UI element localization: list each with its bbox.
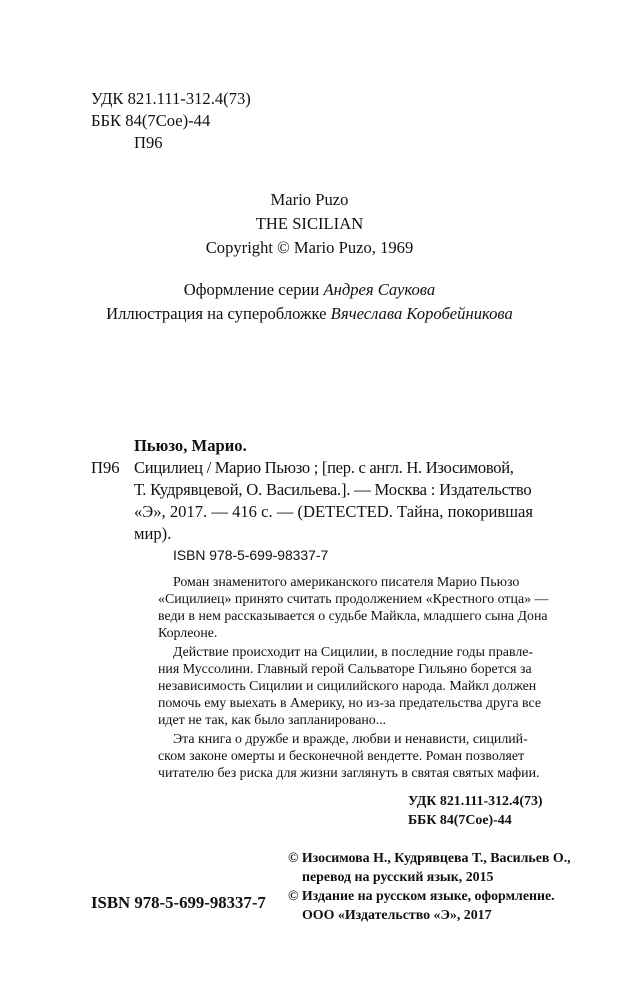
annotation-line: ния Муссолини. Главный герой Сальваторе Гильяно борется за xyxy=(158,662,532,677)
copyright-line: ООО «Издательство «Э», 2017 xyxy=(302,908,492,923)
udk-code: УДК 821.111-312.4(73) xyxy=(91,89,251,108)
catalog-line: Т. Кудрявцевой, О. Васильева.]. — Москва : Издательство xyxy=(134,480,532,499)
series-design-credit xyxy=(0,280,619,300)
annotation-line: ском законе омерты и бесконечной вендетте. Роман позволяет xyxy=(158,749,525,764)
annotation-line: Роман знаменитого американского писателя Марио Пьюзо xyxy=(173,575,520,590)
annotation-line: идет не так, как было запланировано... xyxy=(158,713,387,728)
cover-illustration-credit xyxy=(0,304,619,324)
cover-illustration-label: Иллюстрация на суперобложке xyxy=(106,304,327,323)
annotation-line: «Сицилиец» принято считать продолжением «Крестного отца» — xyxy=(158,592,549,607)
original-copyright: Copyright © Mario Puzo, 1969 xyxy=(205,238,414,257)
catalog-code: П96 xyxy=(91,458,120,477)
original-author: Mario Puzo xyxy=(270,190,349,209)
copyright-line: © Издание на русском языке, оформление. xyxy=(288,889,555,904)
series-design-label: Оформление серии xyxy=(183,280,320,299)
annotation-line: Действие происходит на Сицилии, в последние годы правле- xyxy=(173,645,534,660)
original-title: THE SICILIAN xyxy=(255,214,364,233)
bottom-udk: УДК 821.111-312.4(73) xyxy=(408,794,543,809)
annotation-line: независимость Сицилии и сицилийского народа. Майкл должен xyxy=(158,679,537,694)
catalog-heading: Пьюзо, Марио. xyxy=(134,436,247,455)
catalog-line: Сицилиец / Марио Пьюзо ; [пер. с англ. Н. Изосимовой, xyxy=(134,458,514,477)
catalog-isbn: ISBN 978-5-699-98337-7 xyxy=(173,547,329,563)
cover-illustration-name: Вячеслава Коробейникова xyxy=(330,304,513,323)
annotation-line: Эта книга о дружбе и вражде, любви и ненависти, сицилий- xyxy=(173,732,528,747)
series-design-name: Андрея Саукова xyxy=(323,280,436,299)
author-sign-code: П96 xyxy=(134,133,163,152)
copyright-line: © Изосимова Н., Кудрявцева Т., Васильев О., xyxy=(288,851,571,866)
annotation-line: Корлеоне. xyxy=(158,626,218,641)
annotation-line: помочь ему выехать в Америку, но из-за предательства друга все xyxy=(158,696,542,711)
catalog-line: мир). xyxy=(134,524,172,543)
isbn-bottom: ISBN 978-5-699-98337-7 xyxy=(91,893,266,912)
bbk-code: ББК 84(7Сое)-44 xyxy=(91,111,211,130)
annotation-line: читателю без риска для жизни заглянуть в святая святых мафии. xyxy=(158,766,540,781)
annotation-line: веди в нем рассказывается о судьбе Майкла, младшего сына Дона xyxy=(158,609,548,624)
copyright-line: перевод на русский язык, 2015 xyxy=(302,870,494,885)
catalog-line: «Э», 2017. — 416 с. — (DETECTED. Тайна, покорившая xyxy=(134,502,534,521)
bottom-bbk: ББК 84(7Сое)-44 xyxy=(408,813,512,828)
